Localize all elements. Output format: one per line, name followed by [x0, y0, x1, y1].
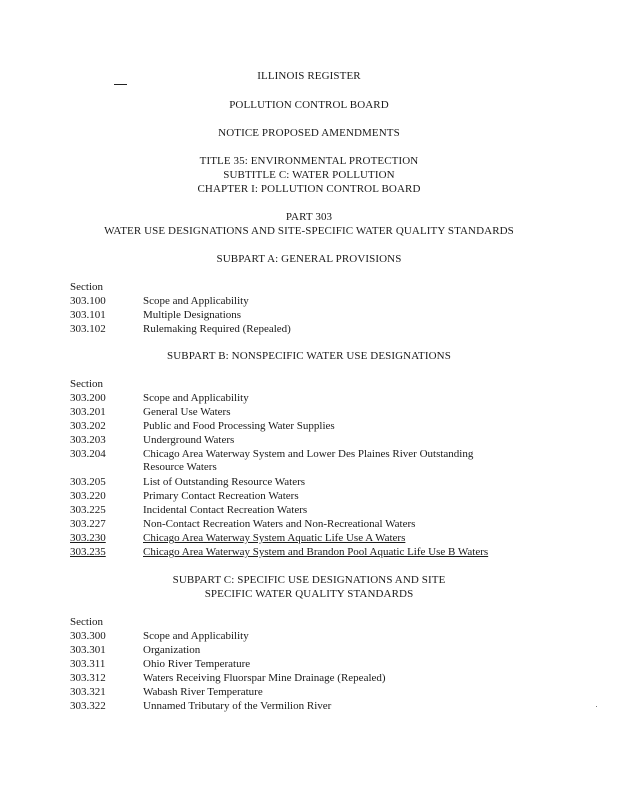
- section-title: Chicago Area Waterway System Aquatic Life Use A Waters: [143, 532, 406, 544]
- subpart-a-heading: SUBPART A: GENERAL PROVISIONS: [216, 253, 402, 265]
- section-number: 303.101: [70, 309, 106, 321]
- section-number: 303.312: [70, 672, 106, 684]
- section-title: Unnamed Tributary of the Vermilion River: [143, 700, 332, 712]
- section-title: Chicago Area Waterway System and Brandon Pool Aquatic Life Use B Waters: [143, 546, 489, 558]
- section-number: 303.205: [70, 476, 106, 488]
- section-title: Public and Food Processing Water Supplies: [143, 420, 335, 432]
- section-title: Wabash River Temperature: [143, 686, 263, 698]
- section-title: Chicago Area Waterway System and Lower Des Plaines River Outstanding: [143, 448, 474, 460]
- section-label: Section: [70, 281, 103, 293]
- section-number: 303.100: [70, 295, 106, 307]
- section-title: Multiple Designations: [143, 309, 242, 321]
- section-label: Section: [70, 378, 103, 390]
- subpart-c-heading: SUBPART C: SPECIFIC USE DESIGNATIONS AND SITE: [172, 574, 446, 586]
- section-number: 303.220: [70, 490, 106, 502]
- section-title: Scope and Applicability: [143, 392, 249, 404]
- section-label: Section: [70, 616, 103, 628]
- section-number: 303.321: [70, 686, 106, 698]
- board-heading: POLLUTION CONTROL BOARD: [229, 99, 389, 111]
- part-title: WATER USE DESIGNATIONS AND SITE-SPECIFIC WATER QUALITY STANDARDS: [104, 225, 514, 237]
- section-number: 303.227: [70, 518, 106, 530]
- section-number: 303.235: [70, 546, 106, 558]
- section-title: Waters Receiving Fluorspar Mine Drainage (Repealed): [143, 672, 386, 684]
- section-title-continued: Resource Waters: [143, 461, 217, 473]
- chapter-heading: CHAPTER I: POLLUTION CONTROL BOARD: [197, 183, 421, 195]
- part-heading: PART 303: [285, 211, 333, 223]
- section-title: Scope and Applicability: [143, 295, 249, 307]
- subpart-b-heading: SUBPART B: NONSPECIFIC WATER USE DESIGNATIONS: [167, 350, 451, 362]
- section-title: General Use Waters: [143, 406, 231, 418]
- section-title: Underground Waters: [143, 434, 235, 446]
- notice-heading: NOTICE PROPOSED AMENDMENTS: [218, 127, 400, 139]
- section-number: 303.200: [70, 392, 106, 404]
- title-heading: TITLE 35: ENVIRONMENTAL PROTECTION: [199, 155, 419, 167]
- section-title: Primary Contact Recreation Waters: [143, 490, 299, 502]
- subtitle-heading: SUBTITLE C: WATER POLLUTION: [223, 169, 395, 181]
- scan-speck: [596, 706, 597, 707]
- register-heading: ILLINOIS REGISTER: [257, 70, 361, 82]
- margin-mark: [114, 84, 127, 85]
- section-title: List of Outstanding Resource Waters: [143, 476, 306, 488]
- section-number: 303.225: [70, 504, 106, 516]
- section-number: 303.102: [70, 323, 106, 335]
- section-number: 303.311: [70, 658, 106, 670]
- section-number: 303.301: [70, 644, 106, 656]
- section-title: Rulemaking Required (Repealed): [143, 323, 291, 335]
- section-number: 303.300: [70, 630, 106, 642]
- section-title: Organization: [143, 644, 201, 656]
- subpart-c-heading-line2: SPECIFIC WATER QUALITY STANDARDS: [204, 588, 414, 600]
- section-number: 303.202: [70, 420, 106, 432]
- section-number: 303.230: [70, 532, 106, 544]
- section-number: 303.201: [70, 406, 106, 418]
- section-title: Non-Contact Recreation Waters and Non-Recreational Waters: [143, 518, 416, 530]
- section-title: Ohio River Temperature: [143, 658, 251, 670]
- section-number: 303.204: [70, 448, 106, 460]
- section-title: Incidental Contact Recreation Waters: [143, 504, 308, 516]
- section-title: Scope and Applicability: [143, 630, 249, 642]
- section-number: 303.322: [70, 700, 106, 712]
- section-number: 303.203: [70, 434, 106, 446]
